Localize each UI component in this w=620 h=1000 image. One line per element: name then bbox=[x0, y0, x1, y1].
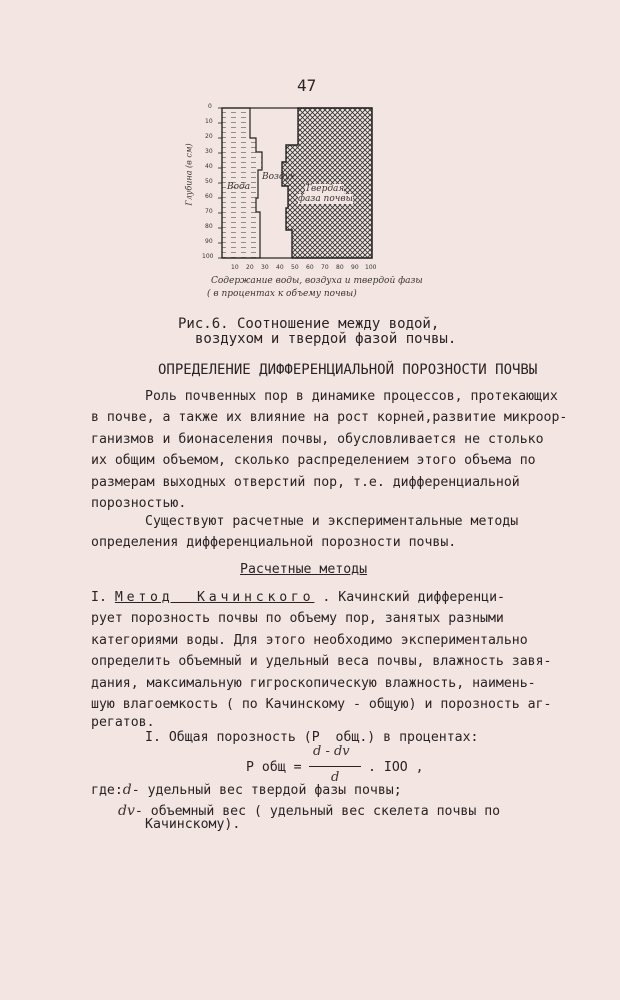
d-symbol: d bbox=[122, 782, 132, 798]
zone-air-label: Воздух bbox=[262, 172, 295, 182]
figure-caption-line-1: Рис.6. Соотношение между водой, bbox=[178, 316, 440, 332]
y-tick: 70 bbox=[205, 208, 213, 215]
item-1: I. Общая порозность (Р общ.) в процентах: bbox=[145, 730, 479, 745]
where-label: где: bbox=[91, 783, 123, 798]
y-tick: 10 bbox=[205, 118, 213, 125]
x-tick: 80 bbox=[336, 264, 344, 271]
figure-caption-line-2: воздухом и твердой фазой почвы. bbox=[195, 331, 457, 347]
dv-description-2: Качинскому). bbox=[145, 817, 241, 832]
zone-solid-label-2: фаза почвы bbox=[298, 194, 353, 204]
paragraph-line: Существуют расчетные и экспериментальные методы bbox=[145, 514, 519, 529]
paragraph-line: Роль почвенных пор в динамике процессов, протекающих bbox=[145, 389, 558, 404]
method-line: регатов. bbox=[91, 715, 155, 730]
dv-symbol: dv bbox=[118, 803, 135, 819]
method-title: Метод Качинского bbox=[114, 590, 315, 605]
x-tick: 60 bbox=[306, 264, 314, 271]
x-tick: 70 bbox=[321, 264, 329, 271]
y-tick: 40 bbox=[205, 163, 213, 170]
method-line: категориями воды. Для этого необходимо экспериментально bbox=[91, 633, 528, 648]
paragraph-line: их общим объемом, сколько распределением этого объема по bbox=[91, 453, 536, 468]
y-tick: 90 bbox=[205, 238, 213, 245]
method-heading bbox=[91, 591, 505, 604]
method-line: шую влагоемкость ( по Качинскому - общую) и порозность аг- bbox=[91, 697, 552, 712]
formula-lhs: Р общ = bbox=[246, 760, 302, 775]
x-tick: 40 bbox=[276, 264, 284, 271]
paragraph-line: в почве, а также их влияние на рост корней,развитие микроор- bbox=[91, 410, 568, 425]
fraction-bar bbox=[309, 766, 361, 767]
solid-region bbox=[282, 108, 372, 258]
method-line: определить объемный и удельный веса почвы, влажность завя- bbox=[91, 654, 552, 669]
method-number: I. bbox=[91, 590, 107, 605]
y-tick: 50 bbox=[205, 178, 213, 185]
y-tick: 20 bbox=[205, 133, 213, 140]
x-tick: 10 bbox=[231, 264, 239, 271]
formula-numerator: d - dv bbox=[313, 744, 350, 759]
x-tick: 90 bbox=[351, 264, 359, 271]
x-tick: 20 bbox=[246, 264, 254, 271]
formula-rhs: . IOO , bbox=[368, 760, 424, 775]
d-description: - удельный вес твердой фазы почвы; bbox=[131, 783, 402, 798]
y-axis-label: Глубина (в см) bbox=[184, 143, 194, 206]
x-tick: 30 bbox=[261, 264, 269, 271]
y-tick: 80 bbox=[205, 223, 213, 230]
x-axis-caption-1: Содержание воды, воздуха и твердой фазы bbox=[211, 276, 423, 286]
zone-solid-label-1: Твердая bbox=[305, 184, 345, 194]
paragraph-line: определения дифференциальной порозности почвы. bbox=[91, 535, 457, 550]
section-title: ОПРЕДЕЛЕНИЕ ДИФФЕРЕНЦИАЛЬНОЙ ПОРОЗНОСТИ ПОЧВЫ bbox=[158, 362, 538, 378]
method-line: дания, максимальную гигроскопическую влажность, наимень- bbox=[91, 676, 536, 691]
y-tick: 0 bbox=[208, 103, 212, 110]
x-tick: 50 bbox=[291, 264, 299, 271]
method-line: рует порозность почвы по объему пор, занятых разными bbox=[91, 611, 504, 626]
paragraph-line: ганизмов и бионаселения почвы, обусловливается не столько bbox=[91, 432, 544, 447]
formula-denominator: d bbox=[331, 770, 340, 785]
method-rest: . Качинский дифференци- bbox=[322, 590, 505, 605]
x-tick: 100 bbox=[365, 264, 377, 271]
zone-water-label: Вода bbox=[227, 182, 251, 192]
paragraph-line: размерам выходных отверстий пор, т.е. дифференциальной bbox=[91, 475, 520, 490]
y-tick: 30 bbox=[205, 148, 213, 155]
y-tick: 60 bbox=[205, 193, 213, 200]
where-line bbox=[91, 783, 402, 797]
page-number: 47 bbox=[297, 76, 317, 95]
x-axis-caption-2: ( в процентах к объему почвы) bbox=[207, 289, 357, 299]
dv-description: - объемный вес ( удельный вес скелета почвы по bbox=[134, 804, 501, 819]
paragraph-line: порозностью. bbox=[91, 496, 187, 511]
y-tick: 100 bbox=[202, 253, 214, 260]
subsection-title: Расчетные методы bbox=[240, 562, 368, 577]
